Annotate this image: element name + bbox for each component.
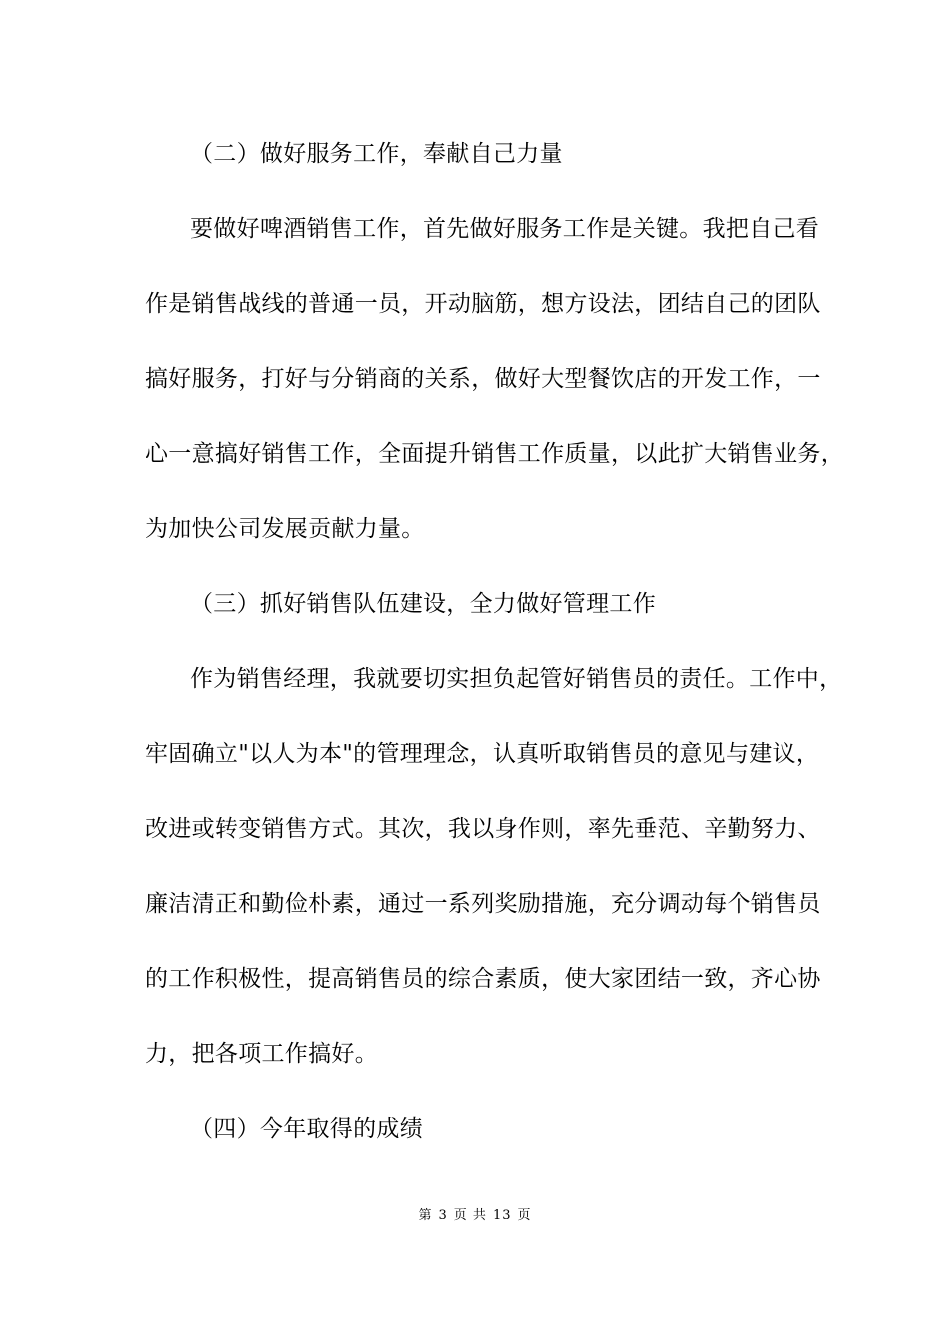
paragraph-line: 心一意搞好销售工作，全面提升销售工作质量，以此扩大销售业务， <box>145 441 844 467</box>
paragraph-line: 改进或转变销售方式。其次，我以身作则，率先垂范、辛勤努力、 <box>145 816 821 842</box>
section-heading-4: （四）今年取得的成绩 <box>190 1116 423 1142</box>
section-heading-2: （二）做好服务工作，奉献自己力量 <box>190 141 563 167</box>
paragraph-line: 廉洁清正和勤俭朴素，通过一系列奖励措施，充分调动每个销售员 <box>145 891 821 917</box>
paragraph-line: 作是销售战线的普通一员，开动脑筋，想方设法，团结自己的团队 <box>145 291 821 317</box>
footer-prefix: 第 <box>418 1208 433 1223</box>
paragraph-line: 搞好服务，打好与分销商的关系，做好大型餐饮店的开发工作，一 <box>145 366 821 392</box>
page-footer <box>0 1207 950 1225</box>
paragraph-line: 力，把各项工作搞好。 <box>145 1041 378 1067</box>
footer-suffix: 页 <box>517 1208 532 1223</box>
paragraph-line: 要做好啤酒销售工作，首先做好服务工作是关键。我把自己看 <box>190 216 820 242</box>
footer-mid: 页 共 <box>453 1208 487 1223</box>
paragraph-line: 牢固确立"以人为本"的管理理念，认真听取销售员的意见与建议， <box>145 741 820 767</box>
footer-current-page: 3 <box>438 1208 448 1223</box>
section-heading-3: （三）抓好销售队伍建设，全力做好管理工作 <box>190 591 656 617</box>
paragraph-line: 的工作积极性，提高销售员的综合素质，使大家团结一致，齐心协 <box>145 966 821 992</box>
paragraph-line: 作为销售经理，我就要切实担负起管好销售员的责任。工作中， <box>190 666 843 692</box>
footer-total-pages: 13 <box>492 1208 512 1223</box>
paragraph-line: 为加快公司发展贡献力量。 <box>145 516 425 542</box>
